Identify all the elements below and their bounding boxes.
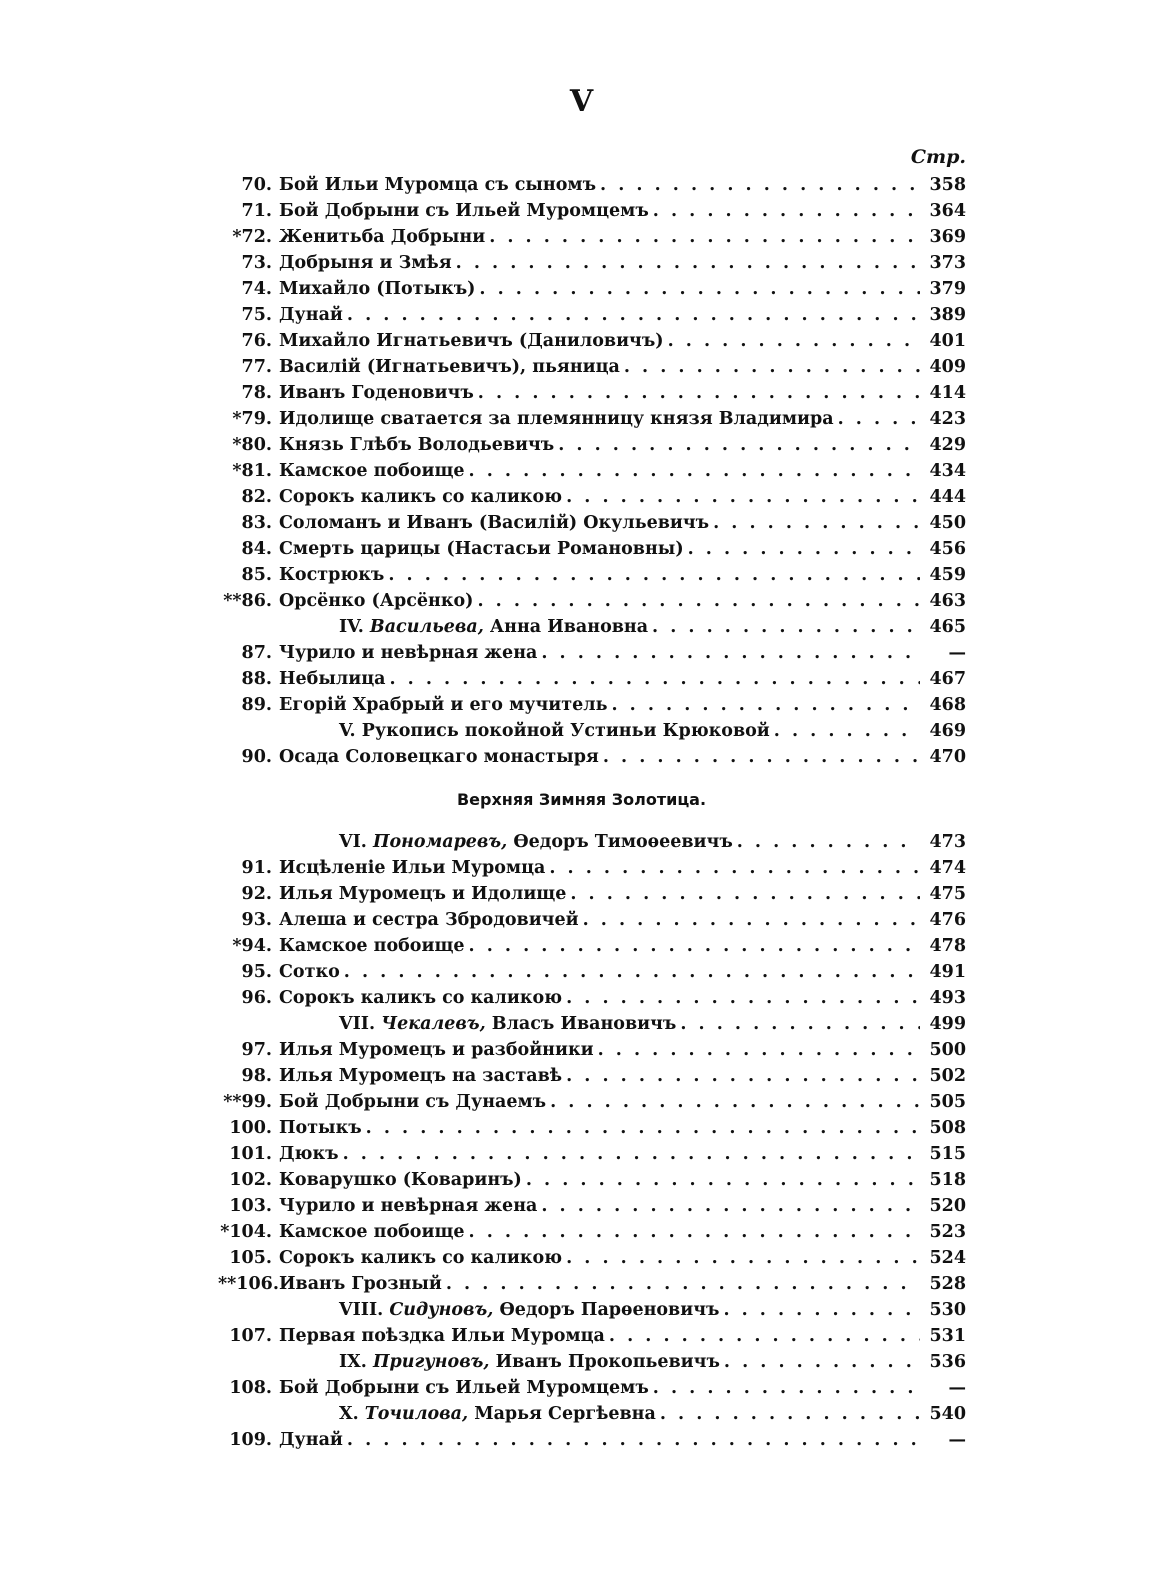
dot-leader [456,250,920,276]
dot-leader [347,302,920,328]
narrator-title: Анна Ивановна [489,617,649,637]
toc-entry-row [218,406,966,432]
narrator-roman: VII. [339,1014,376,1034]
entry-number: *79. [232,409,272,429]
dot-leader [550,1089,920,1115]
narrator-surname: Точилова, [364,1404,469,1424]
toc-entry-row [218,855,966,881]
dot-leader [600,172,920,198]
entry-title: Алеша и сестра Збродовичей [279,910,579,930]
entry-page: 369 [929,227,966,247]
entry-number: 109. [229,1430,272,1450]
toc-entry-row [218,562,966,588]
entry-title: Чурило и невѣрная жена [279,1196,538,1216]
entry-number: 93. [241,910,272,930]
entry-title: Небылица [279,669,386,689]
entry-page: 364 [929,201,966,221]
dot-leader [478,380,920,406]
entry-page: 469 [929,721,966,741]
toc-entry-row [218,250,966,276]
dot-leader [566,1245,920,1271]
dot-leader [653,198,920,224]
toc-entry-row [218,1245,966,1271]
entry-title: Орсёнко (Арсёнко) [279,591,474,611]
entry-title: Первая поѣздка Ильи Муромца [279,1326,605,1346]
entry-page: 434 [929,461,966,481]
entry-number: 76. [241,331,272,351]
toc-entry-row [218,484,966,510]
entry-number: 95. [241,962,272,982]
narrator-heading [279,1349,720,1375]
narrator-heading [279,829,733,855]
entry-title: Женитьба Добрыни [279,227,486,247]
narrator-roman: IX. [339,1352,367,1372]
dot-leader [477,588,920,614]
entry-number: 105. [229,1248,272,1268]
entry-number: **86. [223,591,272,611]
entry-title: Илья Муромецъ и разбойники [279,1040,594,1060]
entry-number: 107. [229,1326,272,1346]
toc-entry-row [218,198,966,224]
entry-title: Егорій Храбрый и его мучитель [279,695,608,715]
entry-number: 84. [241,539,272,559]
page-number: V [569,84,594,119]
toc-narrator-row [218,1011,966,1037]
dot-leader [388,562,920,588]
dot-leader [653,1375,920,1401]
entry-page: 515 [929,1144,966,1164]
toc-entry-row [218,172,966,198]
entry-page: 468 [929,695,966,715]
narrator-heading [279,718,770,744]
entry-title: Дунай [279,305,343,325]
entry-number: 89. [241,695,272,715]
entry-title: Василій (Игнатьевичъ), пьяница [279,357,620,377]
entry-number: 96. [241,988,272,1008]
entry-title: Идолище сватается за племянницу князя Владимира [279,409,834,429]
dot-leader [724,1349,920,1375]
entry-title: Камское побоище [279,461,465,481]
toc-entry-row [218,458,966,484]
dot-leader [489,224,920,250]
entry-number: 91. [241,858,272,878]
toc-entry-row [218,380,966,406]
toc-entry-row [218,1375,966,1401]
entry-number: *80. [232,435,272,455]
entry-page: 470 [929,747,966,767]
dot-leader [541,1193,920,1219]
dot-leader [583,907,920,933]
narrator-heading [279,1011,676,1037]
entry-number: 101. [229,1144,272,1164]
toc-entry-row [218,907,966,933]
narrator-title: Марья Сергѣевна [474,1404,656,1424]
toc-entry-row [218,1167,966,1193]
toc-entry-row [218,692,966,718]
toc-entry-row [218,328,966,354]
toc-narrator-row [218,1297,966,1323]
entry-number: 82. [241,487,272,507]
entry-number: 100. [229,1118,272,1138]
entry-page: 476 [929,910,966,930]
toc-entry-row [218,302,966,328]
dot-leader [680,1011,920,1037]
dot-leader [652,614,920,640]
entry-page: — [948,1430,966,1450]
entry-page: 389 [929,305,966,325]
dot-leader [446,1271,920,1297]
toc-entry-row [218,1063,966,1089]
entry-page: 429 [929,435,966,455]
dot-leader [343,1141,920,1167]
entry-title: Дюкъ [279,1144,339,1164]
entry-title: Сотко [279,962,340,982]
dot-leader [611,692,920,718]
toc-entry-row [218,640,966,666]
entry-number: **106. [218,1274,279,1294]
narrator-surname: Васильева, [369,617,484,637]
entry-page: 500 [929,1040,966,1060]
toc-entry-row [218,1193,966,1219]
entry-title: Михайло Игнатьевичъ (Даниловичъ) [279,331,664,351]
dot-leader [347,1427,920,1453]
entry-page: 444 [929,487,966,507]
toc-entry-row [218,666,966,692]
table-of-contents-part-1 [218,172,966,770]
entry-page: — [948,1378,966,1398]
toc-entry-row [218,1037,966,1063]
dot-leader [558,432,920,458]
entry-title: Сорокъ каликъ со каликою [279,1248,563,1268]
entry-page: 502 [929,1066,966,1086]
entry-number: 108. [229,1378,272,1398]
toc-entry-row [218,985,966,1011]
dot-leader [713,510,920,536]
toc-entry-row [218,1219,966,1245]
entry-number: *81. [232,461,272,481]
entry-number: 85. [241,565,272,585]
narrator-surname: Сидуновъ, [389,1300,494,1320]
dot-leader [598,1037,920,1063]
entry-title: Камское побоище [279,936,465,956]
dot-leader [838,406,920,432]
entry-title: Потыкъ [279,1118,362,1138]
dot-leader [469,458,920,484]
entry-title: Михайло (Потыкъ) [279,279,476,299]
narrator-roman: X. [339,1404,359,1424]
entry-title: Исцѣленіе Ильи Муромца [279,858,546,878]
toc-entry-row [218,933,966,959]
entry-title: Бой Добрыни съ Ильей Муромцемъ [279,201,649,221]
entry-number: 74. [241,279,272,299]
page-column-header: Стр. [910,146,966,168]
entry-page: 530 [929,1300,966,1320]
entry-title: Соломанъ и Иванъ (Василій) Окульевичъ [279,513,710,533]
narrator-roman: V. [339,721,356,741]
entry-title: Камское побоище [279,1222,465,1242]
dot-leader [609,1323,920,1349]
entry-number: 70. [241,175,272,195]
dot-leader [469,933,920,959]
entry-number: 92. [241,884,272,904]
dot-leader [570,881,920,907]
entry-number: 98. [241,1066,272,1086]
narrator-title: Өедоръ Тимоѳеевичъ [513,832,733,852]
entry-page: 475 [929,884,966,904]
narrator-heading [279,614,648,640]
dot-leader [366,1115,920,1141]
entry-page: 467 [929,669,966,689]
entry-number: 73. [241,253,272,273]
entry-title: Бой Добрыни съ Ильей Муромцемъ [279,1378,649,1398]
entry-title: Осада Соловецкаго монастыря [279,747,599,767]
entry-number: 83. [241,513,272,533]
entry-title: Илья Муромецъ и Идолище [279,884,567,904]
dot-leader [479,276,920,302]
entry-number: 103. [229,1196,272,1216]
toc-entry-row [218,1115,966,1141]
dot-leader [389,666,920,692]
entry-page: 491 [929,962,966,982]
entry-page: 456 [929,539,966,559]
entry-number: 90. [241,747,272,767]
entry-number: 77. [241,357,272,377]
entry-number: *104. [220,1222,272,1242]
entry-page: 414 [929,383,966,403]
toc-narrator-row [218,718,966,744]
toc-narrator-row [218,829,966,855]
entry-page: 493 [929,988,966,1008]
entry-page: 450 [929,513,966,533]
dot-leader [566,985,920,1011]
narrator-surname: Пономаревъ, [372,832,508,852]
toc-entry-row [218,354,966,380]
entry-page: 474 [929,858,966,878]
entry-page: 499 [929,1014,966,1034]
table-of-contents-part-2 [218,829,966,1453]
dot-leader [737,829,920,855]
toc-entry-row [218,881,966,907]
entry-page: 373 [929,253,966,273]
dot-leader [668,328,920,354]
narrator-roman: IV. [339,617,364,637]
entry-title: Илья Муромецъ на заставѣ [279,1066,563,1086]
entry-title: Иванъ Грозный [279,1274,442,1294]
narrator-surname: Чекалевъ, [381,1014,486,1034]
entry-page: — [948,643,966,663]
narrator-title: Өедоръ Парѳеновичъ [499,1300,720,1320]
dot-leader [566,484,920,510]
toc-entry-row [218,276,966,302]
toc-entry-row [218,1427,966,1453]
toc-entry-row [218,224,966,250]
entry-page: 528 [929,1274,966,1294]
entry-number: 71. [241,201,272,221]
section-title: Верхняя Зимняя Золотица. [456,790,707,809]
entry-number: 97. [241,1040,272,1060]
toc-entry-row [218,1141,966,1167]
entry-title: Коварушко (Коваринъ) [279,1170,522,1190]
toc-entry-row [218,432,966,458]
toc-narrator-row [218,614,966,640]
entry-title: Чурило и невѣрная жена [279,643,538,663]
entry-number: *72. [232,227,272,247]
entry-number: 88. [241,669,272,689]
entry-title: Сорокъ каликъ со каликою [279,988,563,1008]
toc-entry-row [218,744,966,770]
entry-page: 524 [929,1248,966,1268]
entry-title: Бой Добрыни съ Дунаемъ [279,1092,547,1112]
narrator-roman: VI. [339,832,367,852]
entry-page: 465 [929,617,966,637]
dot-leader [469,1219,920,1245]
entry-number: 87. [241,643,272,663]
narrator-title: Рукопись покойной Устиньи Крюковой [361,721,770,741]
toc-entry-row [218,1089,966,1115]
toc-entry-row [218,588,966,614]
entry-page: 536 [929,1352,966,1372]
entry-page: 379 [929,279,966,299]
entry-title: Сорокъ каликъ со каликою [279,487,563,507]
narrator-title: Иванъ Прокопьевичъ [495,1352,720,1372]
entry-page: 459 [929,565,966,585]
toc-entry-row [218,536,966,562]
dot-leader [688,536,920,562]
entry-page: 508 [929,1118,966,1138]
toc-entry-row [218,1323,966,1349]
dot-leader [660,1401,920,1427]
narrator-title: Власъ Ивановичъ [491,1014,677,1034]
toc-narrator-row [218,1401,966,1427]
narrator-roman: VIII. [339,1300,384,1320]
entry-page: 473 [929,832,966,852]
dot-leader [774,718,920,744]
dot-leader [526,1167,920,1193]
narrator-surname: Пригуновъ, [372,1352,490,1372]
dot-leader [344,959,920,985]
entry-page: 358 [929,175,966,195]
toc-narrator-row [218,1349,966,1375]
entry-page: 463 [929,591,966,611]
toc-entry-row [218,959,966,985]
toc-entry-row [218,510,966,536]
dot-leader [566,1063,920,1089]
entry-page: 518 [929,1170,966,1190]
entry-page: 523 [929,1222,966,1242]
narrator-heading [279,1297,719,1323]
entry-page: 520 [929,1196,966,1216]
dot-leader [624,354,920,380]
dot-leader [541,640,920,666]
entry-title: Дунай [279,1430,343,1450]
entry-title: Иванъ Годеновичъ [279,383,474,403]
entry-page: 409 [929,357,966,377]
narrator-heading [279,1401,656,1427]
toc-entry-row [218,1271,966,1297]
entry-page: 531 [929,1326,966,1346]
entry-number: 102. [229,1170,272,1190]
dot-leader [549,855,920,881]
entry-number: *94. [232,936,272,956]
entry-page: 423 [929,409,966,429]
entry-page: 401 [929,331,966,351]
entry-title: Кострюкъ [279,565,385,585]
entry-title: Князь Глѣбъ Володьевичъ [279,435,555,455]
dot-leader [603,744,920,770]
entry-number: **99. [223,1092,272,1112]
entry-number: 78. [241,383,272,403]
dot-leader [723,1297,920,1323]
entry-title: Смерть царицы (Настасьи Романовны) [279,539,684,559]
entry-title: Бой Ильи Муромца съ сыномъ [279,175,597,195]
entry-title: Добрыня и Змѣя [279,253,452,273]
entry-page: 540 [929,1404,966,1424]
entry-page: 478 [929,936,966,956]
entry-number: 75. [241,305,272,325]
entry-page: 505 [929,1092,966,1112]
